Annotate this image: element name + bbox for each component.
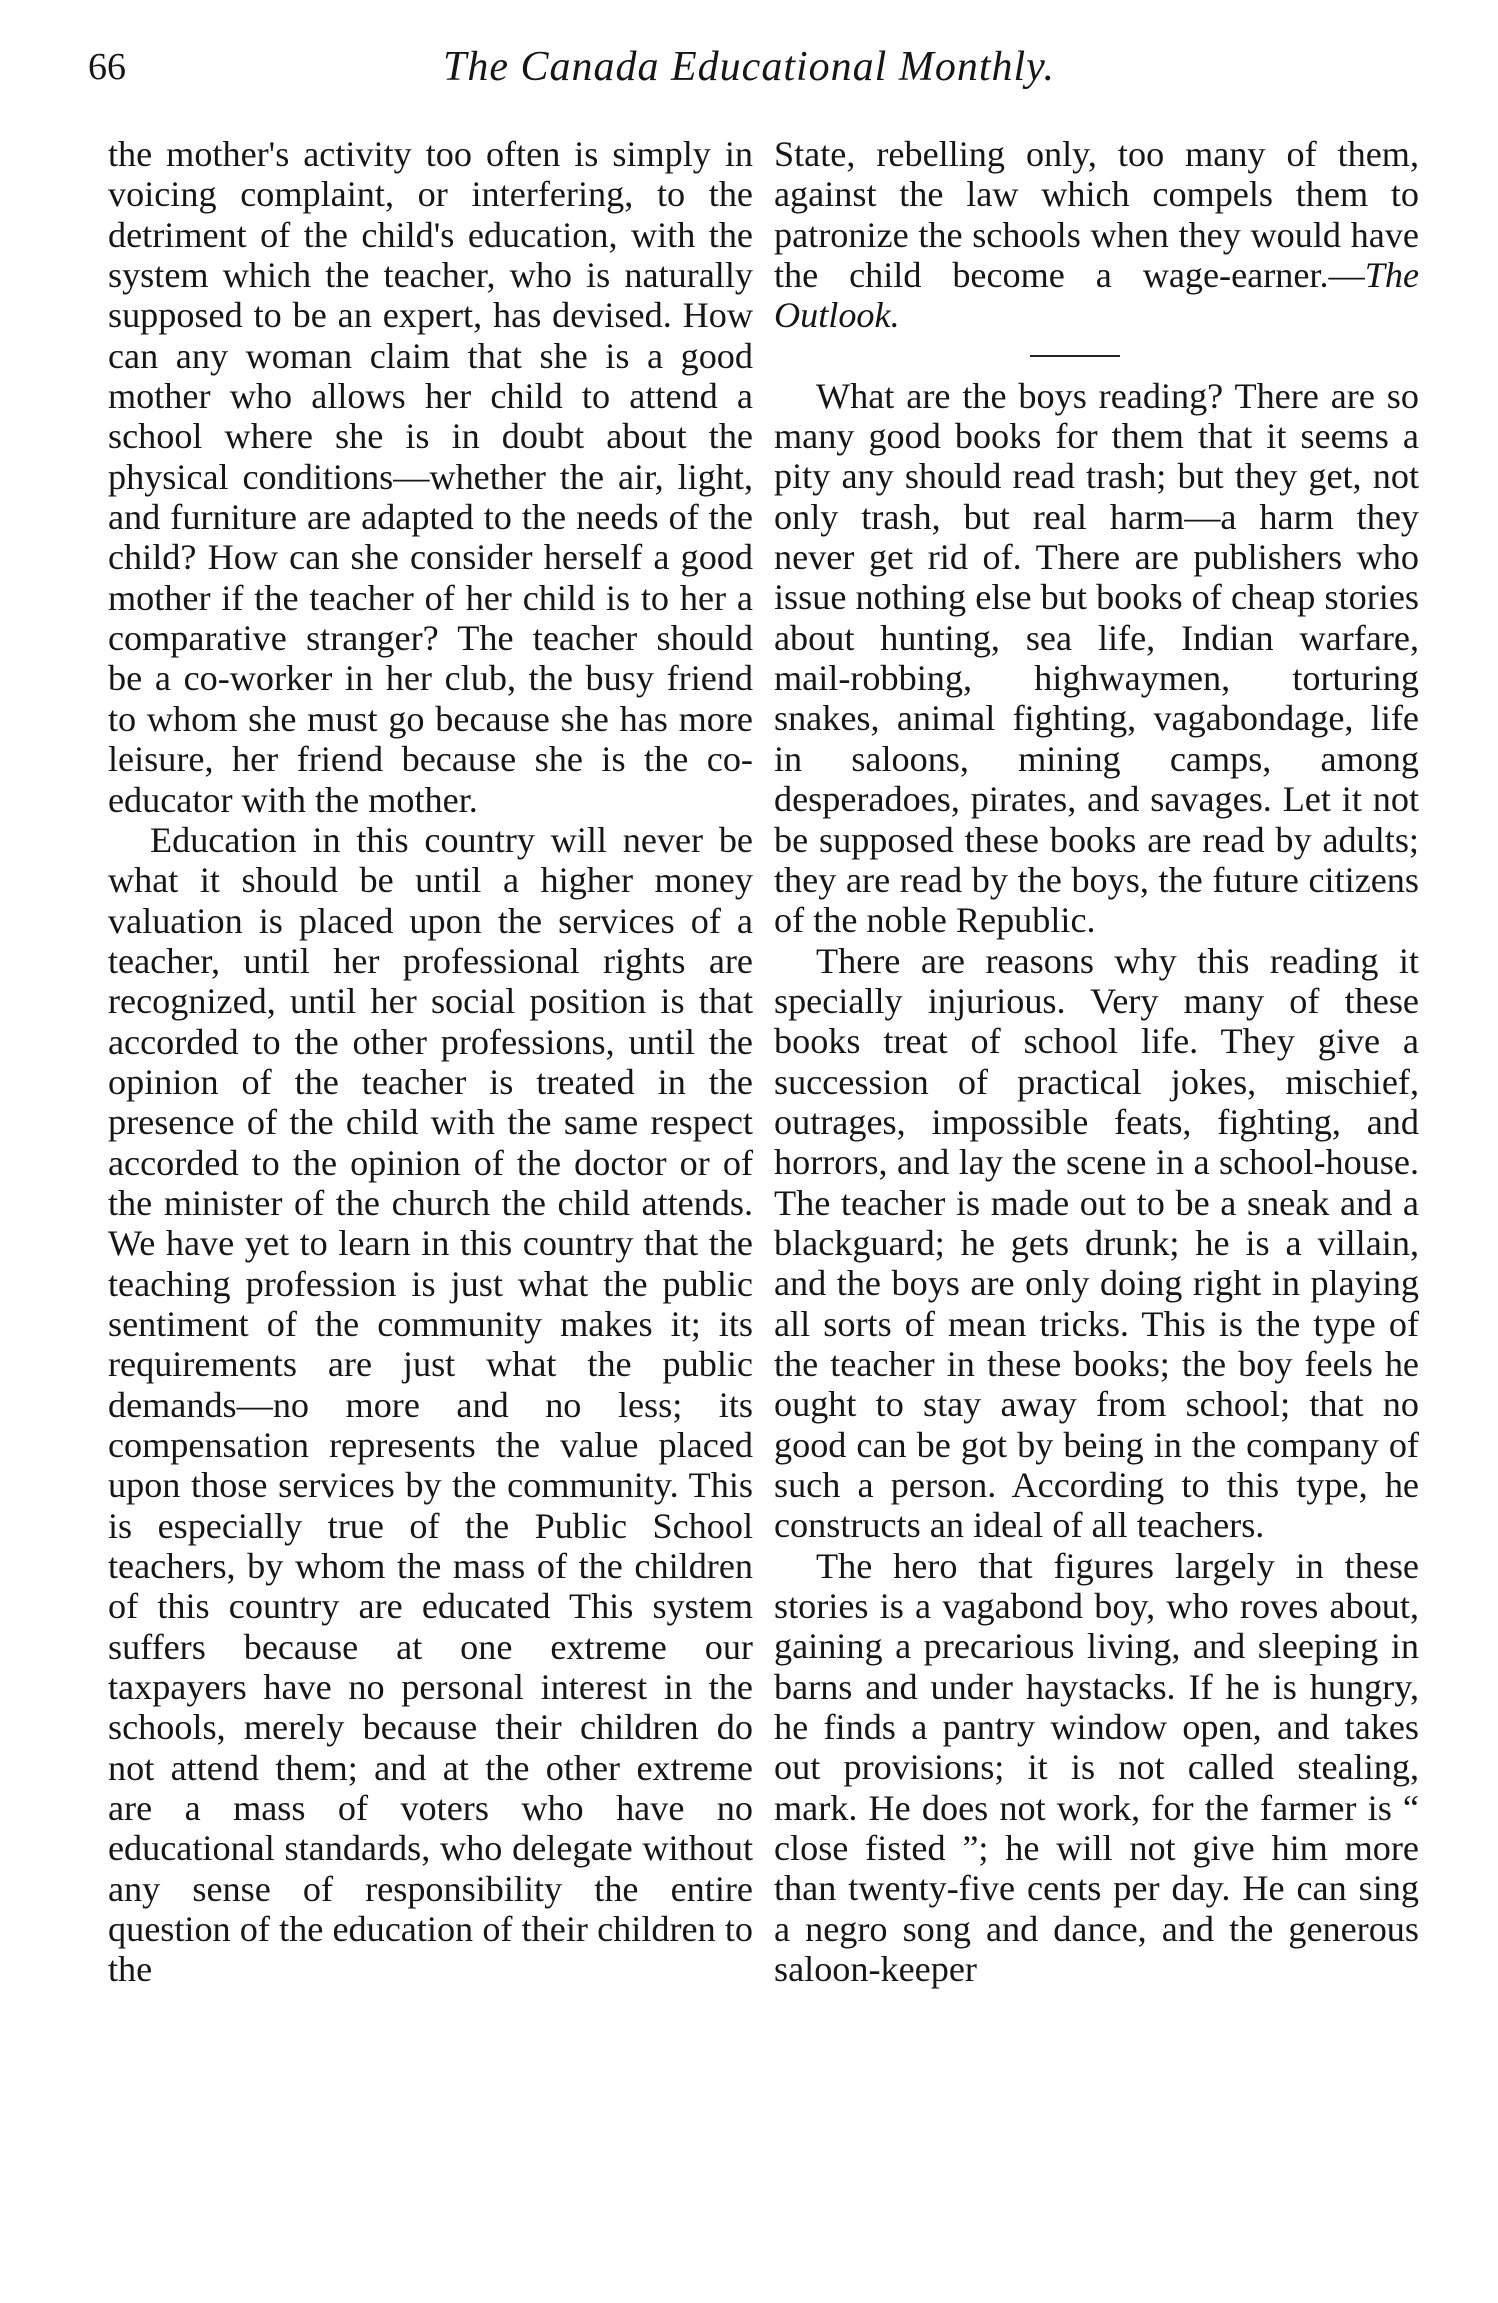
right-paragraph-1 [774, 134, 1419, 336]
section-separator [1030, 355, 1120, 357]
left-column [108, 134, 753, 1990]
page-header [0, 42, 1498, 92]
left-paragraph-2: Education in this country will never be what it should be until a higher money valuation is placed upon the services of a teacher, until her professional rights are recognized, until her social position is that accorded to the other professions, until the opinion of the teacher is treated in the presence of the child with the same respect accorded to the opinion of the doctor or of the minister of the church the child attends. We have yet to learn in this country that the teaching profession is just what the public sentiment of the community makes it; its requirements are just what the public demands—no more and no less; its compensation represents the value placed upon those services by the community. This is especially true of the Public School teachers, by whom the mass of the children of this country are educated This system suffers because at one extreme our taxpayers have no personal interest in the schools, merely because their children do not attend them; and at the other extreme are a mass of voters who have no educational standards, who delegate without any sense of responsibility the entire question of the education of their children to the [108, 819, 753, 1990]
left-paragraph-1: the mother's activity too often is simply in voicing complaint, or interfering, to the detriment of the child's education, with the system which the teacher, who is naturally supposed to be an expert, has devised. How can any woman claim that she is a good mother who allows her child to attend a school where she is in doubt about the physical conditions—whether the air, light, and furniture are adapted to the needs of the child? How can she consider herself a good mother if the teacher of her child is to her a comparative stranger? The teacher should be a co-worker in her club, the busy friend to whom she must go because she has more leisure, her friend because she is the co-educator with the mother. [108, 134, 753, 820]
right-paragraph-1-text: State, rebelling only, too many of them, against the law which compels them to patronize the schools when they would have the child become a wage-earner.— [774, 134, 1419, 296]
right-paragraph-2: What are the boys reading? There are so many good books for them that it seems a pity any should read trash; but they get, not only trash, but real harm—a harm they never get rid of. There are publishers who issue nothing else but books of cheap stories about hunting, sea life, Indian warfare, mail-robbing, highwaymen, torturing snakes, animal fighting, vagabondage, life in saloons, mining camps, among desperadoes, pirates, and savages. Let it not be supposed these books are read by adults; they are read by the boys, the future citizens of the noble Republic. [774, 375, 1419, 941]
right-column [774, 134, 1419, 1989]
right-paragraph-3: There are reasons why this reading it specially injurious. Very many of these books treat of school life. They give a succession of practical jokes, mischief, outrages, impossible feats, fighting, and horrors, and lay the scene in a school-house. The teacher is made out to be a sneak and a blackguard; he gets drunk; he is a villain, and the boys are only doing right in playing all sorts of mean tricks. This is the type of the teacher in these books; the boy feels he ought to stay away from school; that no good can be got by being in the company of such a person. According to this type, he constructs an ideal of all teachers. [774, 940, 1419, 1546]
running-title: The Canada Educational Monthly. [443, 44, 1055, 90]
page-number: 66 [88, 46, 126, 88]
source-citation: The Outlook. [774, 255, 1419, 336]
right-paragraph-4: The hero that figures largely in these stories is a vagabond boy, who roves about, gaining a precarious living, and sleeping in barns and under haystacks. If he is hungry, he finds a pantry window open, and takes out provisions; it is not called stealing, mark. He does not work, for the farmer is “ close fisted ”; he will not give him more than twenty-five cents per day. He can sing a negro song and dance, and the generous saloon-keeper [774, 1545, 1419, 1990]
